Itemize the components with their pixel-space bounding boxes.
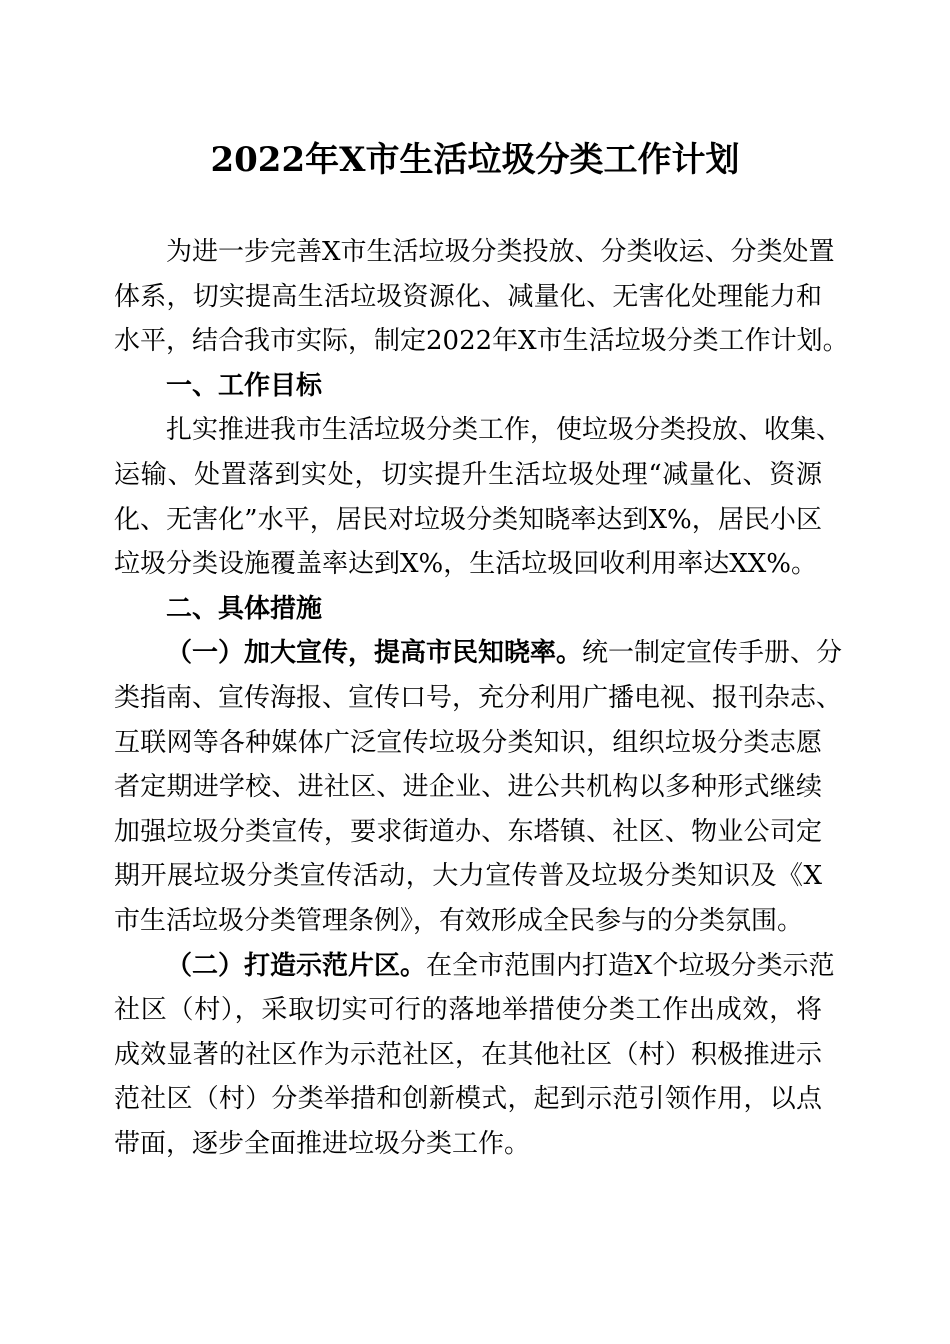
text-line: 运输、处置落到实处，切实提升生活垃圾处理“减量化、资源 (114, 459, 822, 490)
document-body (114, 230, 849, 1166)
measure-2-paragraph (114, 944, 835, 1167)
text-line (114, 631, 843, 676)
text-line: 带面，逐步全面推进垃圾分类工作。 (114, 1128, 531, 1159)
text-line: 社区（村），采取切实可行的落地举措使分类工作出成效，将 (114, 995, 822, 1026)
text-line: 互联网等各种媒体广泛宣传垃圾分类知识，组织垃圾分类志愿 (114, 727, 822, 758)
text-line: 类指南、宣传海报、宣传口号，充分利用广播电视、报刊杂志、 (114, 682, 843, 713)
goals-paragraph (114, 408, 843, 586)
text-line: 化、无害化”水平，居民对垃圾分类知晓率达到X%，居民小区 (114, 504, 822, 535)
text-line: 体系，切实提高生活垃圾资源化、减量化、无害化处理能力和 (114, 281, 822, 312)
text-line: 水平，结合我市实际，制定2022年X市生活垃圾分类工作计划。 (114, 326, 849, 357)
text-line: 期开展垃圾分类宣传活动，大力宣传普及垃圾分类知识及《X (114, 861, 822, 892)
text-line: 者定期进学校、进社区、进企业、进公共机构以多种形式继续 (114, 772, 822, 803)
text-line: 扎实推进我市生活垃圾分类工作，使垃圾分类投放、收集、 (166, 415, 843, 446)
document-title: 2022年X市生活垃圾分类工作计划 (210, 140, 740, 180)
section-heading: 一、工作目标 (166, 370, 323, 401)
intro-paragraph (114, 230, 849, 364)
text-line: 垃圾分类设施覆盖率达到X%，生活垃圾回收利用率达XX%。 (114, 549, 817, 580)
section-heading: 二、具体措施 (166, 593, 323, 624)
text-line: 加强垃圾分类宣传，要求街道办、东塔镇、社区、物业公司定 (114, 816, 822, 847)
text-line: 市生活垃圾分类管理条例》，有效形成全民参与的分类氛围。 (114, 905, 804, 936)
text-line (114, 944, 835, 989)
text-line: 范社区（村）分类举措和创新模式，起到示范引领作用，以点 (114, 1084, 822, 1115)
text-line: 为进一步完善X市生活垃圾分类投放、分类收运、分类处置 (166, 237, 835, 267)
measure-lead: （一）加大宣传，提高市民知晓率。 (166, 638, 583, 669)
text-line: 成效显著的社区作为示范社区，在其他社区（村）积极推进示 (114, 1039, 822, 1070)
measure-lead: （二）打造示范片区。 (166, 950, 427, 981)
measure-1-paragraph (114, 631, 843, 943)
text-span: 统一制定宣传手册、分 (582, 638, 843, 669)
text-span: 在全市范围内打造X个垃圾分类示范 (426, 950, 835, 981)
